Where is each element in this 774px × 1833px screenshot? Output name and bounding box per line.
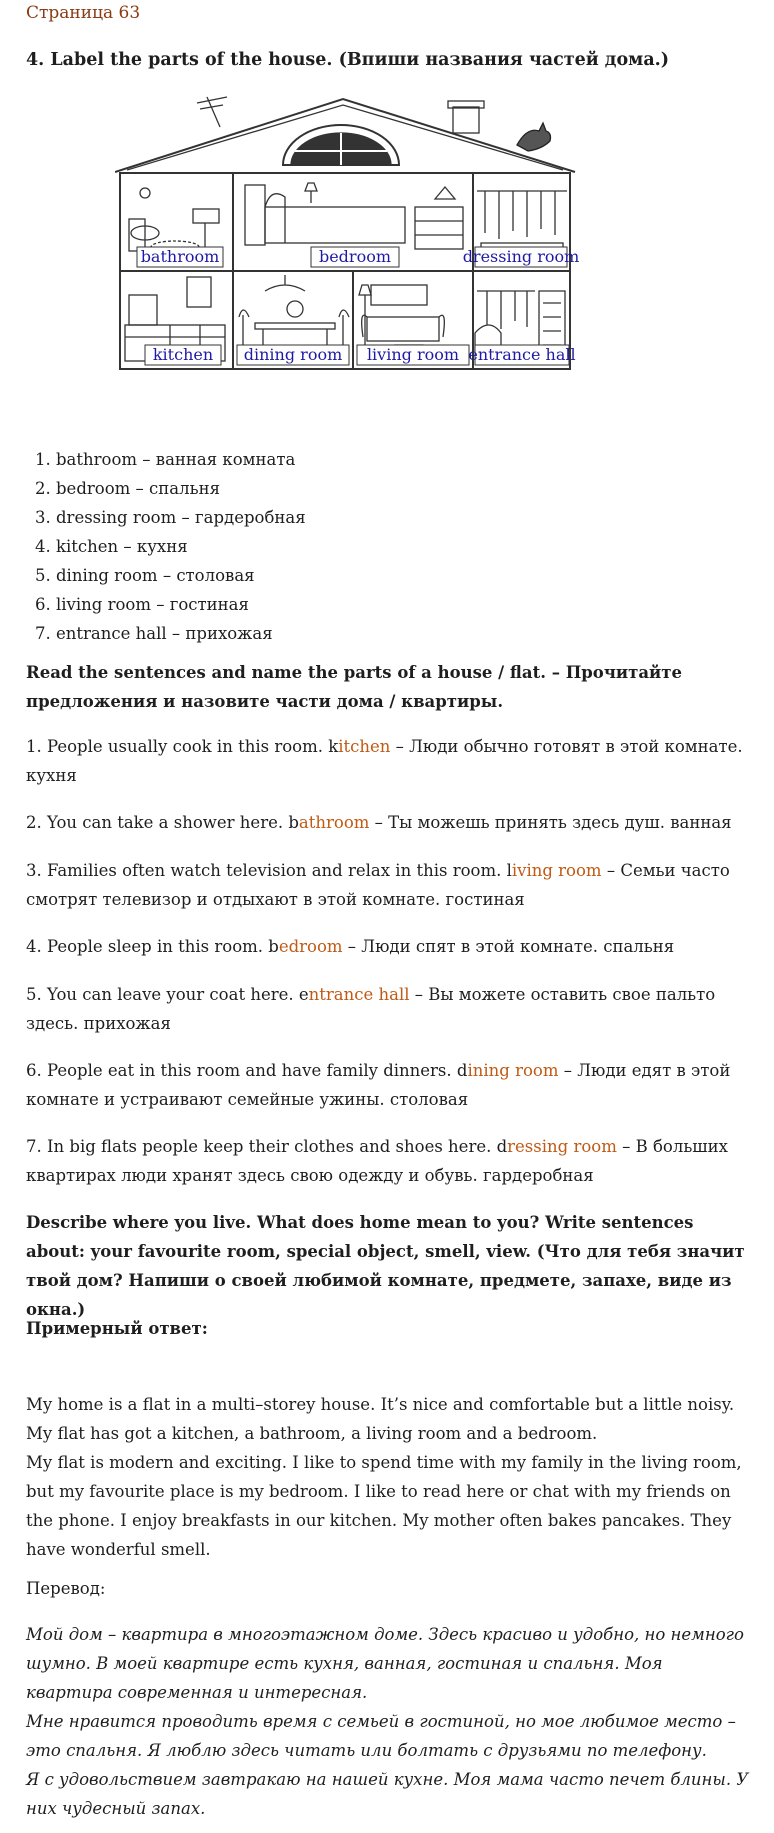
sentence-4: 4. People sleep in this room. bedroom – Люди спят в этой комнате. спальня (26, 937, 675, 956)
sentence-1: 1. People usually cook in this room. kitchen – Люди обычно готовят в этой комнате. кухня (26, 737, 743, 785)
house-label-bedroom: bedroom (318, 247, 392, 266)
list-item: 5. dining room – столовая (56, 561, 756, 590)
house-label-entrance-hall: entrance hall (468, 345, 576, 364)
describe-heading: Describe where you live. What does home mean to you? Write sentences about: your favourite room, special object, smell, view. (Что для тебя значит твой дом? Напиши о своей любимой комнате, предмете, запахе, виде из окна.) (26, 1213, 745, 1319)
house-label-dressing-room: dressing room (462, 247, 580, 266)
list-item: 1. bathroom – ванная комната (56, 445, 756, 474)
translation-line: Мне нравится проводить время с семьей в гостиной, но мое любимое место – это спальня. Я люблю здесь читать или болтать с друзьями по телефону. (26, 1712, 736, 1760)
list-item: 6. living room – гостиная (56, 590, 756, 619)
translation-text (26, 1620, 754, 1823)
answer-line: My flat is modern and exciting. I like to spend time with my family in the living room, but my favourite place is my bedroom. I like to read here or chat with my friends on the phone. I enjoy breakfasts in our kitchen. My mother often bakes pancakes. They have wonderful smell. (26, 1453, 742, 1559)
translation-line: Мой дом – квартира в многоэтажном доме. Здесь красиво и удобно, но немного шумно. В моей квартире есть кухня, ванная, гостиная и спальня. Моя квартира современная и интересная. (26, 1625, 744, 1702)
answer-text (26, 1390, 754, 1564)
list-item: 3. dressing room – гардеробная (56, 503, 756, 532)
sentence-2: 2. You can take a shower here. bathroom – Ты можешь принять здесь душ. ванная (26, 813, 732, 832)
list-item: 2. bedroom – спальня (56, 474, 756, 503)
translation-heading: Перевод: (26, 1579, 106, 1598)
sample-answer-heading: Примерный ответ: (26, 1319, 208, 1338)
read-sentences-heading: Read the sentences and name the parts of a house / flat. – Прочитайте предложения и назовите части дома / квартиры. (26, 663, 683, 711)
translation-line: Я с удовольствием завтракаю на нашей кухне. Моя мама часто печет блины. У них чудесный запах. (26, 1770, 749, 1818)
house-label-living-room: living room (366, 345, 460, 364)
sentence-6: 6. People eat in this room and have family dinners. dining room – Люди едят в этой комнате и устраивают семейные ужины. столовая (26, 1061, 731, 1109)
house-label-dining-room: dining room (243, 345, 343, 364)
answer-line: My home is a flat in a multi–storey house. It’s nice and comfortable but a little noisy. My flat has got a kitchen, a bathroom, a living room and a bedroom. (26, 1395, 735, 1443)
task-heading: 4. Label the parts of the house. (Впиши названия частей дома.) (26, 50, 670, 70)
list-item: 7. entrance hall – прихожая (56, 619, 756, 648)
page-number-label: Страница 63 (26, 3, 141, 23)
house-illustration (115, 95, 661, 425)
sentence-7: 7. In big flats people keep their clothes and shoes here. dressing room – В больших квартирах люди хранят здесь свою одежду и обувь. гардеробная (26, 1137, 728, 1185)
list-item: 4. kitchen – кухня (56, 532, 756, 561)
sentence-5: 5. You can leave your coat here. entrance hall – Вы можете оставить свое пальто здесь. прихожая (26, 985, 716, 1033)
house-label-kitchen: kitchen (152, 345, 214, 364)
house-label-bathroom: bathroom (140, 247, 220, 266)
sentence-3: 3. Families often watch television and relax in this room. living room – Семьи часто смотрят телевизор и отдыхают в этой комнате. гостиная (26, 861, 730, 909)
vocab-list (26, 445, 756, 648)
